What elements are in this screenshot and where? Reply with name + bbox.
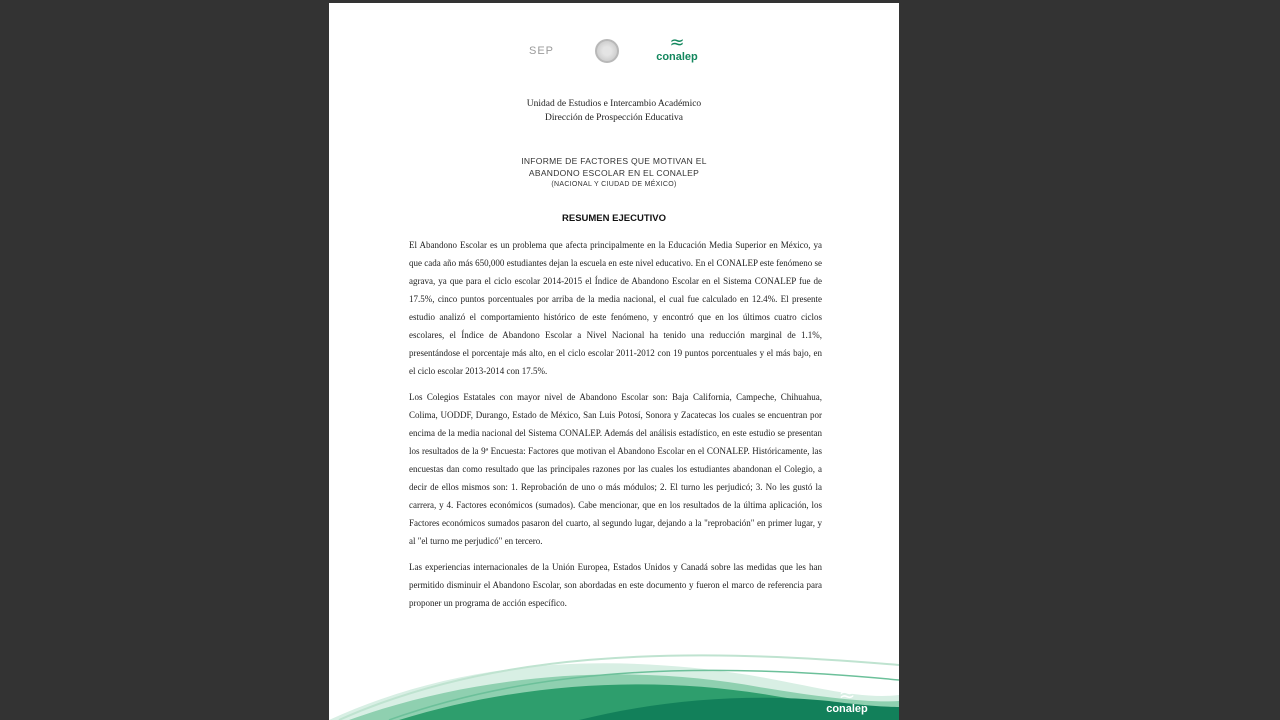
paragraph: Las experiencias internacionales de la Unión Europea, Estados Unidos y Canadá sobre las medidas que les han permitido disminuir el Abandono Escolar, son abordadas en este documento y fueron el marco de referencia para proponer un programa de acción específico.: [409, 562, 822, 608]
conalep-symbol-icon: ≈: [838, 682, 856, 706]
report-title: [329, 155, 899, 191]
conalep-symbol-icon: ≈: [669, 32, 685, 53]
conalep-footer-logo-text: conalep: [826, 703, 868, 715]
conalep-logo: [647, 32, 707, 63]
report-title-line-2: ABANDONO ESCOLAR EN EL CONALEP: [528, 168, 700, 178]
body-text: [409, 236, 822, 620]
header-logos: [529, 33, 729, 73]
paragraph: Los Colegios Estatales con mayor nivel de Abandono Escolar son: Baja California, Campeche, Chihuahua, Colima, UODDF, Durango, Estado de México, San Luis Potosí, Sonora y Zacatecas los cuales se encuentran por encima de la media nacional del Sistema CONALEP. Además del análisis estadístico, en este estudio se presentan los resultados de la 9ª Encuesta: Factores que motivan el Abandono Escolar en el CONALEP. Históricamente, las encuestas dan como resultado que las principales razones por las cuales los estudiantes abandonan el Colegio, a decir de ellos mismos son: 1. Reprobación de uno o más módulos; 2. El turno les perjudicó; 3. No les gustó la carrera, y 4. Factores económicos (sumados). Cabe mencionar, que en los resultados de la última aplicación, los Factores económicos sumados pasaron del cuarto, al segundo lugar, dejando a la "reprobación" en primer lugar, y al "el turno me perjudicó" en tercero.: [409, 392, 822, 546]
unit-heading: [329, 97, 899, 125]
mexico-seal-icon: [595, 39, 619, 63]
document-page: [329, 3, 899, 720]
summary-heading: RESUMEN EJECUTIVO: [562, 213, 666, 224]
conalep-logo-text: conalep: [656, 51, 698, 63]
unit-line-1: Unidad de Estudios e Intercambio Académico: [526, 99, 702, 109]
sep-logo-text: SEP: [529, 45, 555, 57]
report-title-line-1: INFORME DE FACTORES QUE MOTIVAN EL: [521, 156, 707, 166]
sep-logo: [529, 41, 585, 63]
unit-line-2: Dirección de Prospección Educativa: [545, 113, 683, 123]
footer-swoosh-graphic: [329, 645, 899, 720]
paragraph: El Abandono Escolar es un problema que afecta principalmente en la Educación Media Superior en México, ya que cada año más 650,000 estudiantes dejan la escuela en este nivel educativo. En el CONALEP este fenómeno se agrava, ya que para el ciclo escolar 2014-2015 el Índice de Abandono Escolar en el Sistema CONALEP fue de 17.5%, cinco puntos porcentuales por arriba de la media nacional, el cual fue calculado en 12.4%. El presente estudio analizó el comportamiento histórico de este fenómeno, y encontró que en los últimos cuatro ciclos escolares, el Índice de Abandono Escolar a Nivel Nacional ha tenido una reducción marginal de 1.1%, presentándose el porcentaje más alto, en el ciclo escolar 2011-2012 con 19 puntos porcentuales y el más bajo, en el ciclo escolar 2013-2014 con 17.5%.: [409, 240, 822, 376]
conalep-footer-logo: [819, 682, 875, 715]
report-title-line-3: (NACIONAL Y CIUDAD DE MÉXICO): [551, 181, 677, 188]
